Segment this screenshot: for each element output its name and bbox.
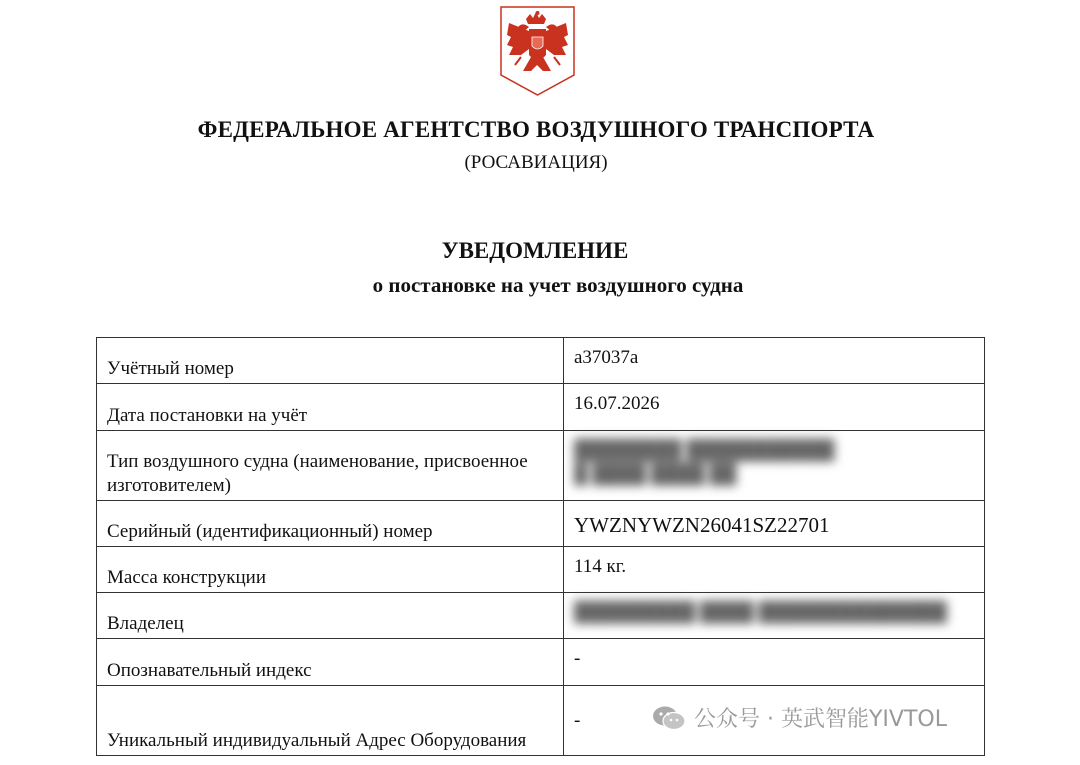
redacted-value: █████████ ████ ██████████████ xyxy=(564,593,985,639)
table-row xyxy=(97,639,985,686)
agency-abbreviation: (РОСАВИАЦИЯ) xyxy=(464,152,608,173)
table-row xyxy=(97,338,985,384)
watermark xyxy=(652,702,947,733)
table-row xyxy=(97,501,985,547)
agency-name: ФЕДЕРАЛЬНОЕ АГЕНТСТВО ВОЗДУШНОГО ТРАНСПОРТА xyxy=(197,117,875,142)
watermark-text: 公众号 · 英武智能YIVTOL xyxy=(694,707,947,732)
registration-table xyxy=(96,337,985,756)
redacted-value: ████████ ███████████ █ ████ ████ ██ xyxy=(564,431,985,501)
field-value: - xyxy=(564,686,985,756)
field-value: YWZNYWZN26041SZ22701 xyxy=(564,501,985,547)
field-label: Уникальный индивидуальный Адрес Оборудования xyxy=(97,686,564,756)
field-value: а37037а xyxy=(564,338,985,384)
table-row xyxy=(97,593,985,639)
field-label: Владелец xyxy=(97,593,564,639)
field-label: Учётный номер xyxy=(97,338,564,384)
russian-coat-of-arms-icon xyxy=(499,5,576,97)
table-row xyxy=(97,547,985,593)
field-label: Масса конструкции xyxy=(97,547,564,593)
field-label: Тип воздушного судна (наименование, присвоенное изготовителем) xyxy=(97,431,564,501)
field-label: Дата постановки на учёт xyxy=(97,384,564,431)
document-subtitle: о постановке на учет воздушного судна xyxy=(372,273,744,297)
field-label: Серийный (идентификационный) номер xyxy=(97,501,564,547)
table-row xyxy=(97,384,985,431)
field-label: Опознавательный индекс xyxy=(97,639,564,686)
field-value: 16.07.2026 xyxy=(564,384,985,431)
document-title: УВЕДОМЛЕНИЕ xyxy=(441,238,629,263)
field-value: 114 кг. xyxy=(564,547,985,593)
field-value: - xyxy=(564,639,985,686)
wechat-icon xyxy=(652,705,686,731)
table-row xyxy=(97,431,985,501)
